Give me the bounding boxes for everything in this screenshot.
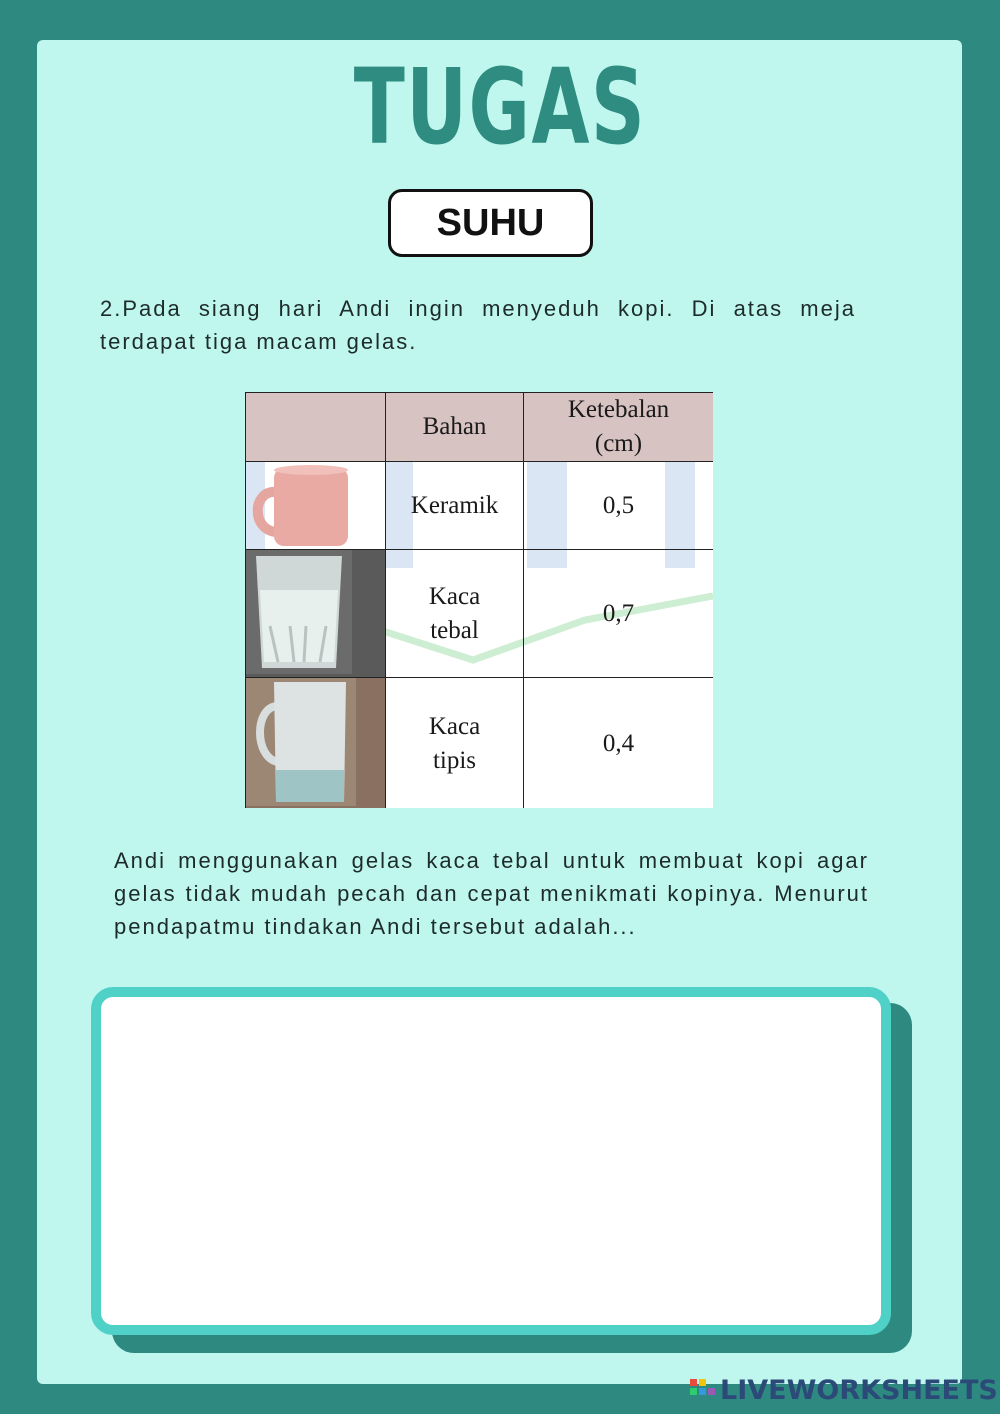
header-image [246,393,386,462]
table-header-row [246,393,714,462]
table-row [246,462,714,550]
bahan-cell: Kaca tebal [386,550,524,678]
pink-mug-icon [246,462,366,548]
question-text: 2.Pada siang hari Andi ingin menyeduh kopi. Di atas meja terdapat tiga macam gelas. [100,296,856,354]
table-row [246,678,714,809]
glass-table-figure [245,392,713,808]
thick-glass-image-cell [246,550,386,678]
prompt-text: Andi menggunakan gelas kaca tebal untuk membuat kopi agar gelas tidak mudah pecah dan cepat menikmati kopinya. Menurut pendapatmu tindakan Andi tersebut adalah... [114,848,869,939]
bahan-cell: Keramik [386,462,524,550]
page-title: TUGAS [353,46,647,168]
topic-label: SUHU [436,201,545,244]
mug-image-cell [246,462,386,550]
header-ketebalan: Ketebalan (cm) [524,393,714,462]
glass-table [245,392,713,808]
bahan-cell: Kaca tipis [386,678,524,809]
ketebalan-cell: 0,4 [524,678,714,809]
thick-glass-icon [246,550,352,674]
watermark-text: LIVEWORKSHEETS [720,1374,998,1406]
header-bahan: Bahan [386,393,524,462]
topic-badge [388,189,593,257]
ketebalan-cell: 0,5 [524,462,714,550]
thin-glass-image-cell [246,678,386,809]
ketebalan-cell: 0,7 [524,550,714,678]
liveworksheets-logo-icon [690,1377,716,1403]
table-row [246,550,714,678]
answer-input[interactable] [91,987,891,1335]
watermark [690,1374,998,1406]
thin-glass-mug-icon [246,678,356,806]
